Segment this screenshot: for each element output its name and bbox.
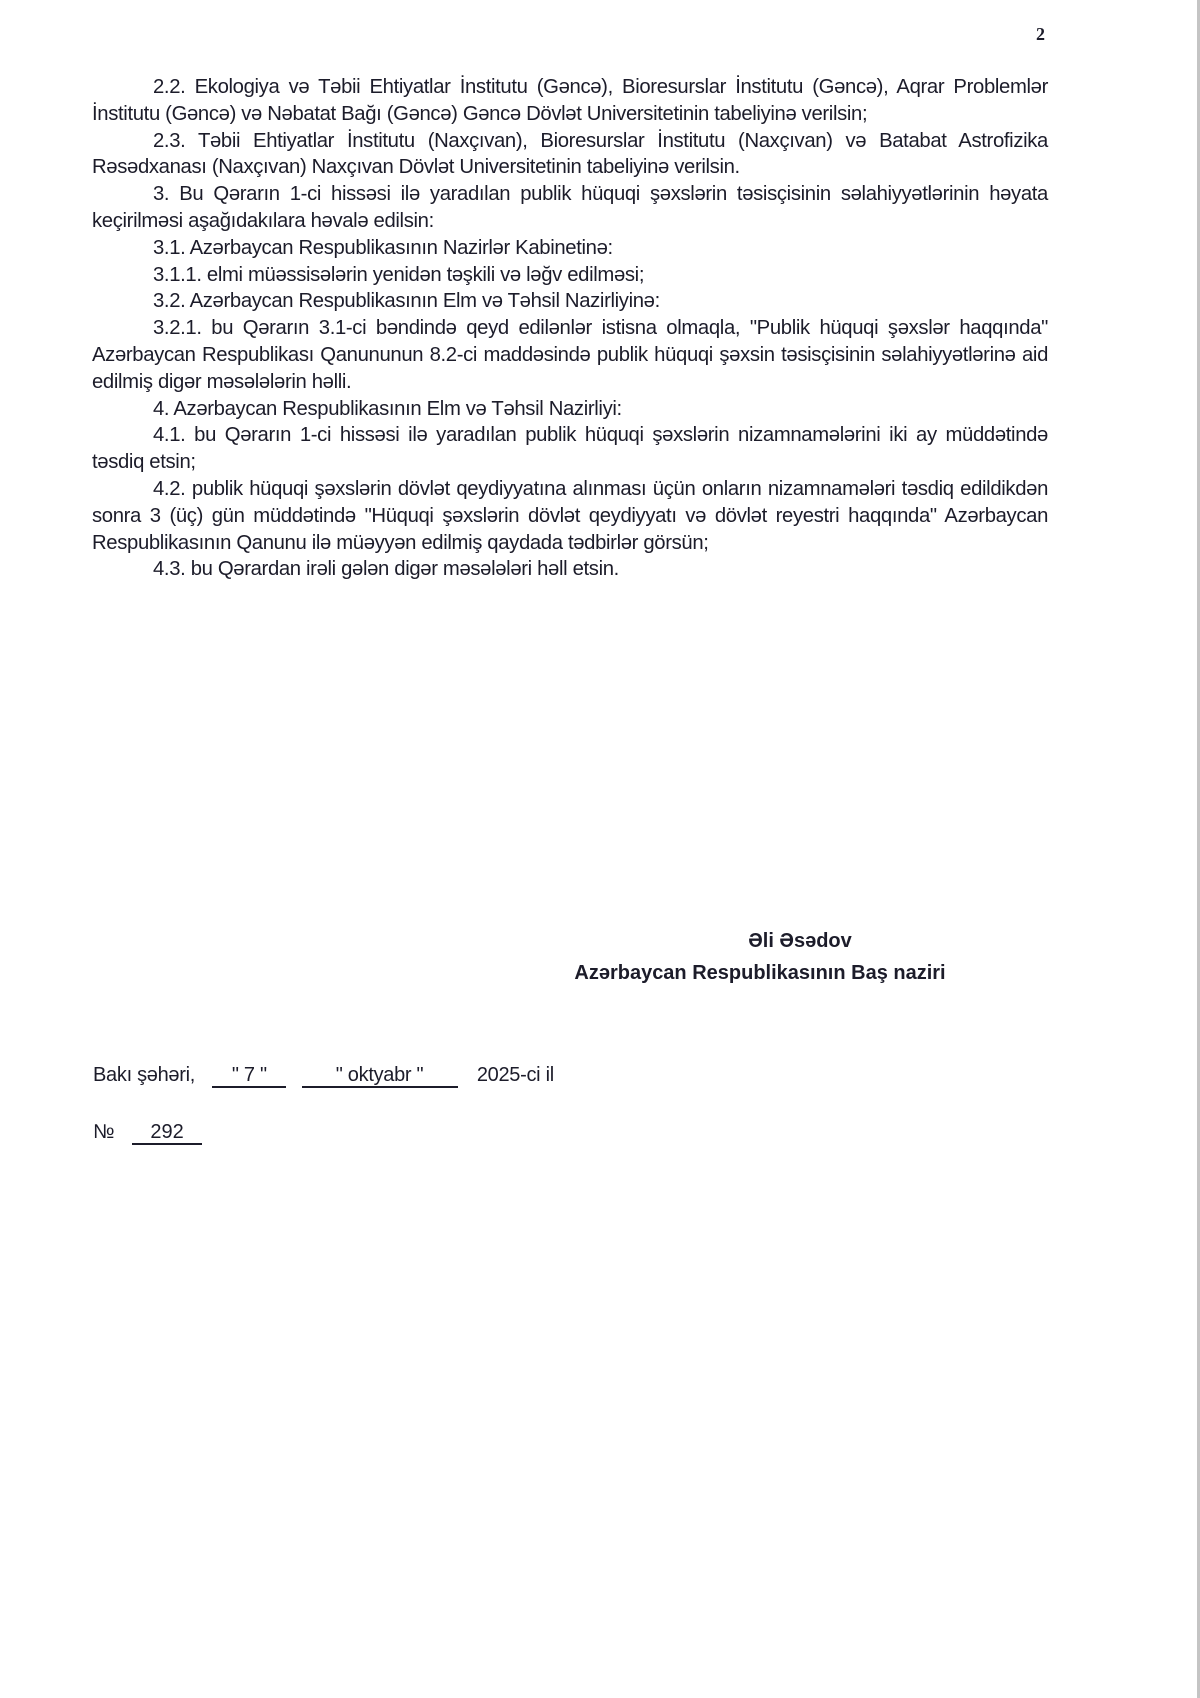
date-month: " oktyabr " (302, 1064, 458, 1088)
paragraph-4-3: 4.3. bu Qərardan irəli gələn digər məsələləri həll etsin. (153, 558, 619, 581)
signature-block (520, 925, 1000, 989)
signatory-name: Əli Əsədov (748, 930, 852, 952)
city-label: Bakı şəhəri, (93, 1064, 196, 1086)
signatory-title: Azərbaycan Respublikasının Baş naziri (574, 962, 946, 984)
paragraph-2-3: 2.3. Təbii Ehtiyatlar İnstitutu (Naxçıvan), Bioresurslar İnstitutu (Naxçıvan) və Batabat Astrofizika Rəsədxanası (Naxçıvan) Naxçıvan Dövlət Universitetinin tabeliyinə verilsin. (92, 129, 1048, 179)
paragraph-3: 3. Bu Qərarın 1-ci hissəsi ilə yaradılan publik hüquqi şəxslərin təsisçisinin səlahiyyətlərinin həyata keçirilməsi aşağıdakılara həvalə edilsin: (92, 183, 1048, 232)
paragraph-2-2: 2.2. Ekologiya və Təbii Ehtiyatlar İnstitutu (Gəncə), Bioresurslar İnstitutu (Gəncə), Aqrar Problemlər İnstitutu (Gəncə) və Nəbatat Bağı (Gəncə) Gəncə Dövlət Universitetinin tabeliyinə verilsin; (92, 76, 1048, 125)
paragraph-3-2: 3.2. Azərbaycan Respublikasının Elm və Təhsil Nazirliyinə: (153, 290, 660, 313)
date-day: " 7 " (212, 1064, 286, 1088)
number-label: № (93, 1121, 115, 1143)
document-number-line (93, 1121, 202, 1145)
paragraph-3-1: 3.1. Azərbaycan Respublikasının Nazirlər Kabinetinə: (153, 236, 613, 259)
paragraph-4-1: 4.1. bu Qərarın 1-ci hissəsi ilə yaradılan publik hüquqi şəxslərin nizamnamələrini iki ay müddətində təsdiq etsin; (92, 424, 1048, 474)
paragraph-4-2: 4.2. publik hüquqi şəxslərin dövlət qeydiyyatına alınması üçün onların nizamnamələri təsdiq edildikdən sonra 3 (üç) gün müddətində "Hüquqi şəxslərin dövlət qeydiyyatı və dövlət reyestri haqqında" Azərbaycan Respublikasının Qanunu ilə müəyyən edilmiş qaydada tədbirlər görsün; (92, 477, 1048, 554)
paragraph-3-2-1: 3.2.1. bu Qərarın 3.1-ci bəndində qeyd edilənlər istisna olmaqla, "Publik hüquqi şəxslər haqqında" Azərbaycan Respublikası Qanununun 8.2-ci maddəsində publik hüquqi şəxsin təsisçisinin səlahiyyətlərinə aid edilmiş digər məsələlərin həlli. (92, 317, 1048, 393)
page-number: 2 (1036, 24, 1045, 44)
date-line (93, 1064, 554, 1088)
document-number: 292 (132, 1121, 202, 1145)
paragraph-4: 4. Azərbaycan Respublikasının Elm və Təhsil Nazirliyi: (153, 397, 622, 420)
date-year: 2025-ci il (476, 1064, 554, 1086)
document-body (92, 74, 1048, 583)
paragraph-3-1-1: 3.1.1. elmi müəssisələrin yenidən təşkili və ləğv edilməsi; (153, 263, 645, 286)
